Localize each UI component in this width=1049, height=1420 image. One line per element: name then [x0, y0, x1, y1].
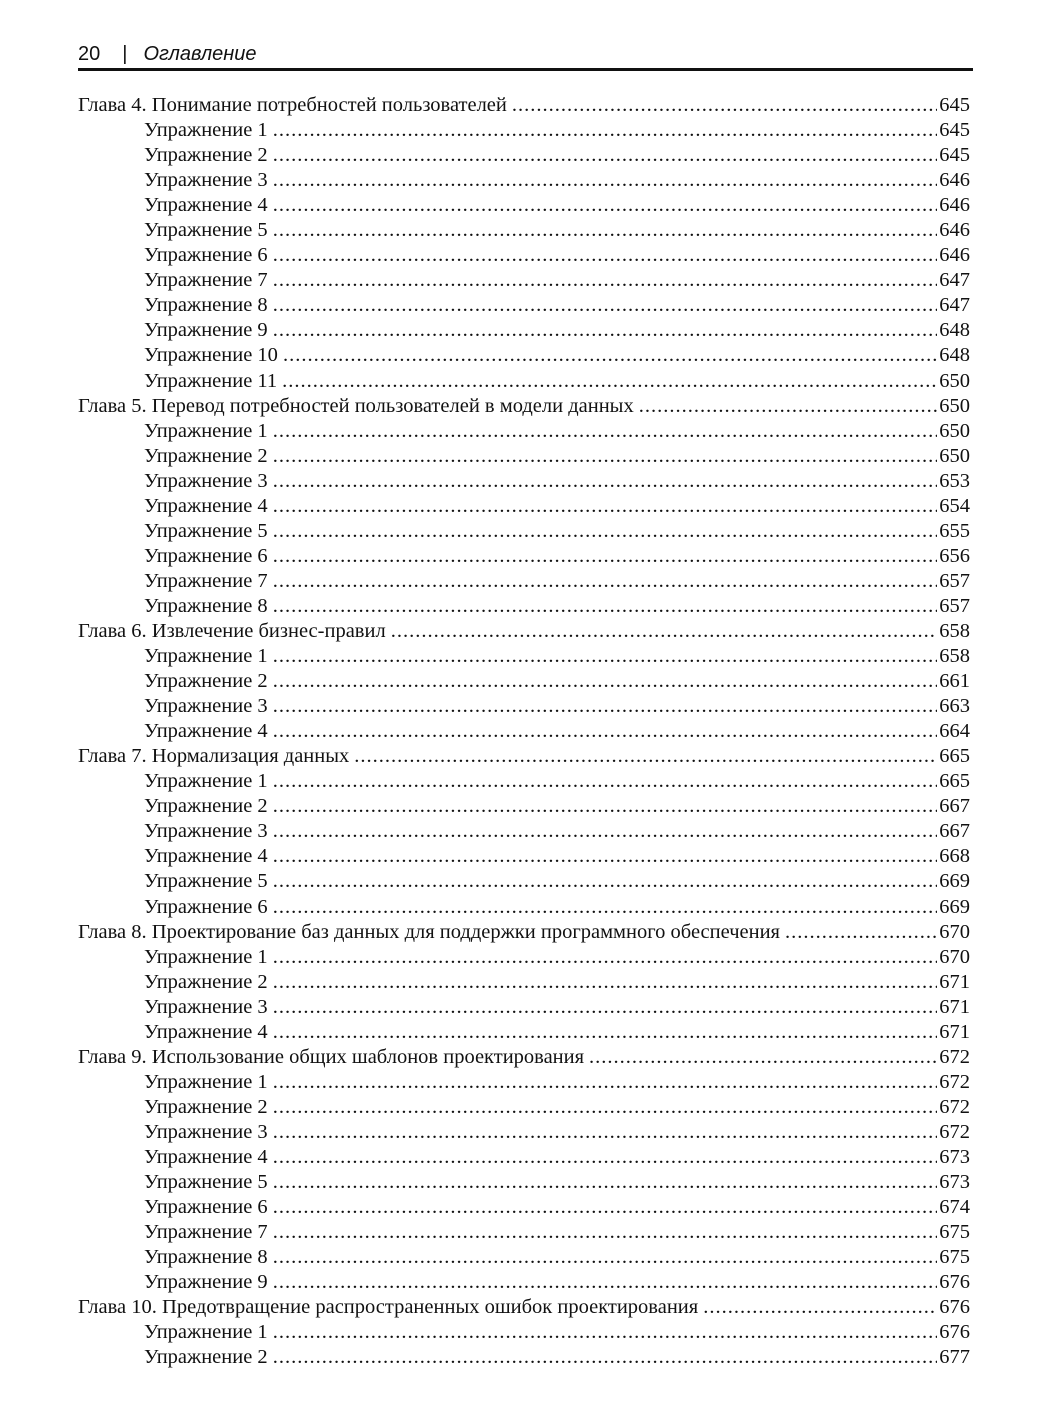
dot-leader [273, 869, 938, 894]
toc-exercise-entry[interactable] [78, 669, 970, 694]
toc-exercise-entry[interactable] [78, 218, 970, 243]
dot-leader [273, 1320, 938, 1345]
toc-entry-page: 654 [939, 494, 970, 517]
toc-entry-page: 671 [939, 995, 970, 1018]
toc-chapter-entry[interactable] [78, 394, 970, 419]
toc-entry-page: 677 [939, 1346, 970, 1369]
toc-entry-page: 665 [939, 770, 970, 793]
toc-entry-page: 672 [939, 1095, 970, 1118]
toc-entry-page: 670 [939, 945, 970, 968]
toc-entry-title: Упражнение 1 [144, 419, 268, 442]
dot-leader [273, 1070, 938, 1095]
dot-leader [354, 744, 937, 769]
toc-entry-page: 674 [939, 1196, 970, 1219]
toc-exercise-entry[interactable] [78, 1120, 970, 1145]
running-section-title: Оглавление [143, 43, 257, 65]
toc-exercise-entry[interactable] [78, 444, 970, 469]
toc-entry-title: Упражнение 7 [144, 569, 268, 592]
toc-entry-page: 650 [939, 394, 970, 417]
dot-leader [273, 970, 938, 995]
dot-leader [273, 444, 938, 469]
toc-entry-title: Упражнение 2 [144, 670, 268, 693]
toc-entry-page: 673 [939, 1171, 970, 1194]
toc-entry-page: 671 [939, 1020, 970, 1043]
toc-entry-title: Упражнение 5 [144, 1171, 268, 1194]
toc-entry-page: 676 [939, 1321, 970, 1344]
dot-leader [273, 519, 938, 544]
toc-entry-page: 648 [939, 319, 970, 342]
toc-entry-title: Глава 9. Использование общих шаблонов проектирования [78, 1045, 585, 1068]
toc-entry-title: Упражнение 9 [144, 1271, 268, 1294]
toc-exercise-entry[interactable] [78, 819, 970, 844]
dot-leader [391, 619, 938, 644]
toc-entry-title: Упражнение 3 [144, 820, 268, 843]
dot-leader [273, 895, 938, 920]
toc-entry-page: 646 [939, 219, 970, 242]
toc-entry-title: Упражнение 8 [144, 294, 268, 317]
dot-leader [273, 1345, 938, 1370]
dot-leader [273, 1195, 938, 1220]
toc-entry-title: Упражнение 6 [144, 244, 268, 267]
toc-exercise-entry[interactable] [78, 719, 970, 744]
dot-leader [273, 1270, 938, 1295]
toc-entry-title: Глава 7. Нормализация данных [78, 745, 350, 768]
toc-entry-title: Упражнение 6 [144, 895, 268, 918]
toc-entry-page: 647 [939, 269, 970, 292]
toc-exercise-entry[interactable] [78, 369, 970, 394]
toc-entry-title: Глава 4. Понимание потребностей пользователей [78, 94, 507, 116]
toc-entry-page: 658 [939, 645, 970, 668]
dot-leader [273, 243, 938, 268]
dot-leader [273, 769, 938, 794]
dot-leader [273, 268, 938, 293]
dot-leader [273, 1220, 938, 1245]
toc-entry-title: Упражнение 1 [144, 645, 268, 668]
dot-leader [273, 419, 938, 444]
toc-exercise-entry[interactable] [78, 694, 970, 719]
toc-entry-page: 645 [939, 144, 970, 167]
dot-leader [273, 1020, 938, 1045]
toc-entry-page: 676 [939, 1271, 970, 1294]
toc-exercise-entry[interactable] [78, 1195, 970, 1220]
toc-entry-title: Упражнение 6 [144, 1196, 268, 1219]
toc-entry-page: 650 [939, 369, 970, 392]
dot-leader [273, 193, 938, 218]
toc-exercise-entry[interactable] [78, 1170, 970, 1195]
toc-exercise-entry[interactable] [78, 945, 970, 970]
toc-exercise-entry[interactable] [78, 1345, 970, 1370]
dot-leader [273, 1170, 938, 1195]
dot-leader [273, 318, 938, 343]
toc-entry-title: Упражнение 4 [144, 845, 268, 868]
toc-exercise-entry[interactable] [78, 1220, 970, 1245]
dot-leader [273, 1245, 938, 1270]
toc-entry-title: Упражнение 2 [144, 1095, 268, 1118]
toc-entry-title: Упражнение 2 [144, 795, 268, 818]
toc-entry-title: Глава 6. Извлечение бизнес-правил [78, 619, 386, 642]
dot-leader [273, 1120, 938, 1145]
dot-leader [273, 168, 938, 193]
dot-leader [703, 1295, 937, 1320]
toc-entry-title: Упражнение 6 [144, 544, 268, 567]
toc-entry-title: Упражнение 7 [144, 269, 268, 292]
toc-entry-title: Упражнение 5 [144, 519, 268, 542]
toc-entry-title: Упражнение 5 [144, 870, 268, 893]
dot-leader [273, 819, 938, 844]
toc-entry-title: Упражнение 4 [144, 1020, 268, 1043]
toc-exercise-entry[interactable] [78, 844, 970, 869]
toc-entry-title: Упражнение 1 [144, 945, 268, 968]
page-number: 20 [78, 43, 101, 65]
toc-entry-title: Упражнение 11 [144, 369, 278, 392]
toc-exercise-entry[interactable] [78, 318, 970, 343]
toc-entry-page: 675 [939, 1246, 970, 1269]
toc-entry-title: Упражнение 3 [144, 469, 268, 492]
toc-entry-page: 650 [939, 444, 970, 467]
toc-exercise-entry[interactable] [78, 544, 970, 569]
toc-exercise-entry[interactable] [78, 1245, 970, 1270]
dot-leader [273, 118, 938, 143]
toc-entry-page: 672 [939, 1045, 970, 1068]
dot-leader [273, 544, 938, 569]
toc-entry-title: Упражнение 7 [144, 1221, 268, 1244]
toc-entry-title: Упражнение 3 [144, 995, 268, 1018]
toc-exercise-entry[interactable] [78, 895, 970, 920]
toc-chapter-entry[interactable] [78, 920, 970, 945]
toc-entry-page: 667 [939, 820, 970, 843]
toc-entry-page: 671 [939, 970, 970, 993]
toc-entry-title: Упражнение 5 [144, 219, 268, 242]
toc-exercise-entry[interactable] [78, 419, 970, 444]
toc-exercise-entry[interactable] [78, 970, 970, 995]
toc-entry-title: Упражнение 1 [144, 1070, 268, 1093]
dot-leader [273, 995, 938, 1020]
toc-entry-title: Упражнение 8 [144, 1246, 268, 1269]
toc-exercise-entry[interactable] [78, 193, 970, 218]
toc-entry-page: 646 [939, 244, 970, 267]
toc-chapter-entry[interactable] [78, 619, 970, 644]
toc-entry-page: 669 [939, 895, 970, 918]
dot-leader [273, 594, 938, 619]
toc-entry-title: Упражнение 3 [144, 1120, 268, 1143]
toc-entry-page: 648 [939, 344, 970, 367]
toc-chapter-entry[interactable] [78, 1295, 970, 1320]
toc-entry-title: Упражнение 1 [144, 1321, 268, 1344]
toc-exercise-entry[interactable] [78, 1145, 970, 1170]
toc-chapter-entry[interactable] [78, 93, 970, 118]
dot-leader [283, 343, 937, 368]
toc-entry-page: 676 [939, 1296, 970, 1319]
toc-exercise-entry[interactable] [78, 1070, 970, 1095]
toc-entry-title: Упражнение 2 [144, 444, 268, 467]
toc-exercise-entry[interactable] [78, 1320, 970, 1345]
dot-leader [273, 644, 938, 669]
toc-entry-page: 647 [939, 294, 970, 317]
header-separator: | [122, 43, 128, 65]
toc-entry-title: Глава 5. Перевод потребностей пользователей в модели данных [78, 394, 634, 417]
toc-exercise-entry[interactable] [78, 343, 970, 368]
toc-exercise-entry[interactable] [78, 594, 970, 619]
toc-exercise-entry[interactable] [78, 1095, 970, 1120]
dot-leader [273, 844, 938, 869]
toc-entry-title: Упражнение 3 [144, 169, 268, 192]
dot-leader [273, 469, 938, 494]
toc-entry-title: Упражнение 4 [144, 194, 268, 217]
toc-entry-page: 646 [939, 169, 970, 192]
dot-leader [785, 920, 937, 945]
toc-entry-title: Упражнение 2 [144, 1346, 268, 1369]
toc-entry-page: 670 [939, 920, 970, 943]
toc-entry-title: Упражнение 8 [144, 594, 268, 617]
toc-exercise-entry[interactable] [78, 1270, 970, 1295]
toc-entry-page: 673 [939, 1145, 970, 1168]
toc-entry-page: 664 [939, 720, 970, 743]
dot-leader [273, 669, 938, 694]
table-of-contents [78, 93, 970, 1370]
dot-leader [273, 293, 938, 318]
toc-entry-page: 645 [939, 119, 970, 142]
dot-leader [273, 694, 938, 719]
toc-exercise-entry[interactable] [78, 1020, 970, 1045]
toc-entry-title: Упражнение 2 [144, 144, 268, 167]
dot-leader [273, 1095, 938, 1120]
toc-entry-title: Глава 8. Проектирование баз данных для поддержки программного обеспечения [78, 920, 780, 943]
toc-exercise-entry[interactable] [78, 794, 970, 819]
toc-exercise-entry[interactable] [78, 268, 970, 293]
toc-entry-title: Глава 10. Предотвращение распространенных ошибок проектирования [78, 1296, 699, 1319]
toc-entry-page: 658 [939, 619, 970, 642]
toc-entry-page: 663 [939, 695, 970, 718]
toc-entry-title: Упражнение 9 [144, 319, 268, 342]
toc-entry-title: Упражнение 4 [144, 720, 268, 743]
toc-entry-title: Упражнение 3 [144, 695, 268, 718]
toc-exercise-entry[interactable] [78, 869, 970, 894]
dot-leader [273, 569, 938, 594]
dot-leader [282, 369, 937, 394]
toc-exercise-entry[interactable] [78, 769, 970, 794]
toc-exercise-entry[interactable] [78, 293, 970, 318]
toc-entry-page: 650 [939, 419, 970, 442]
toc-entry-title: Упражнение 10 [144, 344, 278, 367]
toc-entry-page: 656 [939, 544, 970, 567]
toc-entry-page: 665 [939, 745, 970, 768]
toc-entry-title: Упражнение 1 [144, 119, 268, 142]
toc-entry-page: 669 [939, 870, 970, 893]
toc-entry-page: 653 [939, 469, 970, 492]
toc-entry-page: 657 [939, 594, 970, 617]
toc-exercise-entry[interactable] [78, 469, 970, 494]
toc-entry-page: 655 [939, 519, 970, 542]
toc-entry-page: 667 [939, 795, 970, 818]
toc-entry-title: Упражнение 2 [144, 970, 268, 993]
dot-leader [273, 218, 938, 243]
toc-entry-page: 675 [939, 1221, 970, 1244]
dot-leader [273, 945, 938, 970]
toc-exercise-entry[interactable] [78, 569, 970, 594]
toc-entry-page: 646 [939, 194, 970, 217]
toc-entry-title: Упражнение 4 [144, 1145, 268, 1168]
dot-leader [589, 1045, 937, 1070]
toc-exercise-entry[interactable] [78, 168, 970, 193]
dot-leader [273, 143, 938, 168]
toc-exercise-entry[interactable] [78, 494, 970, 519]
toc-chapter-entry[interactable] [78, 744, 970, 769]
toc-entry-page: 661 [939, 670, 970, 693]
toc-exercise-entry[interactable] [78, 243, 970, 268]
toc-entry-title: Упражнение 4 [144, 494, 268, 517]
dot-leader [273, 794, 938, 819]
toc-exercise-entry[interactable] [78, 118, 970, 143]
toc-exercise-entry[interactable] [78, 519, 970, 544]
toc-chapter-entry[interactable] [78, 1045, 970, 1070]
dot-leader [512, 93, 937, 118]
toc-exercise-entry[interactable] [78, 995, 970, 1020]
dot-leader [273, 494, 938, 519]
dot-leader [639, 394, 938, 419]
toc-entry-page: 672 [939, 1070, 970, 1093]
toc-exercise-entry[interactable] [78, 143, 970, 168]
dot-leader [273, 719, 938, 744]
running-header [78, 40, 973, 71]
toc-exercise-entry[interactable] [78, 644, 970, 669]
toc-entry-page: 645 [939, 94, 970, 116]
toc-entry-page: 668 [939, 845, 970, 868]
dot-leader [273, 1145, 938, 1170]
toc-entry-title: Упражнение 1 [144, 770, 268, 793]
toc-entry-page: 672 [939, 1120, 970, 1143]
toc-entry-page: 657 [939, 569, 970, 592]
